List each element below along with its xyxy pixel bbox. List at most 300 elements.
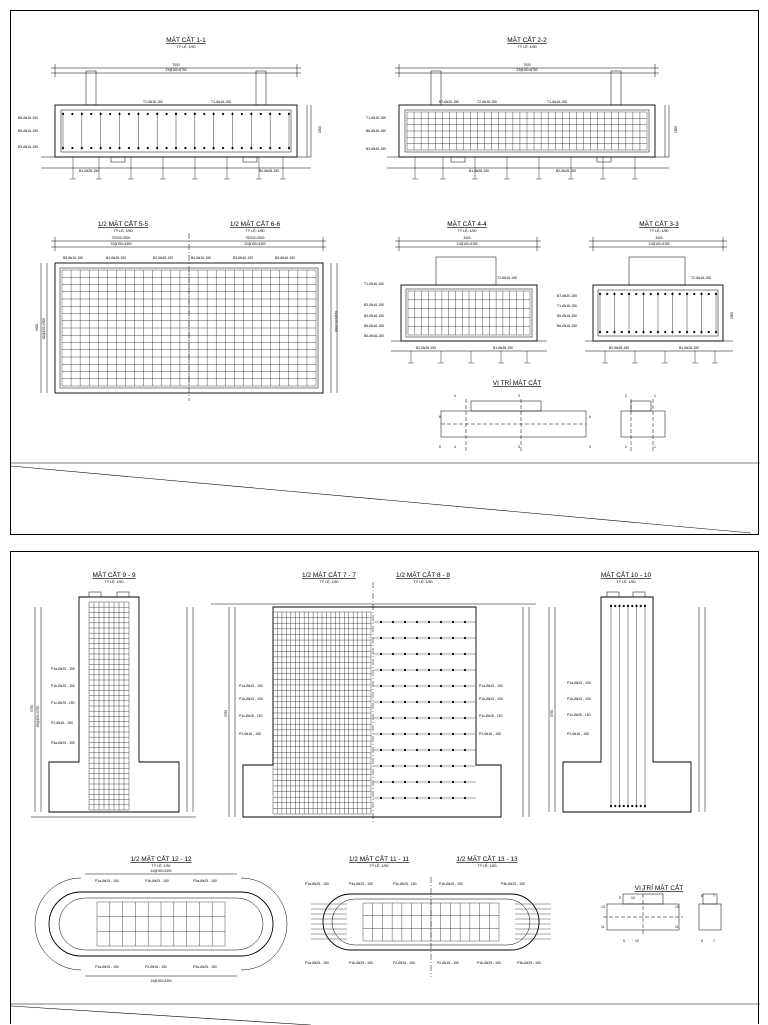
rebar-dot [166, 113, 168, 115]
rebar-dot [452, 765, 454, 767]
rebar-label: P3b-Øε25 - 150 [517, 961, 541, 965]
rebar-label: P1b-Øε25 - 150 [477, 961, 501, 965]
rebar-dot [288, 113, 290, 115]
rebar-dot [416, 701, 418, 703]
rebar-dot [185, 147, 187, 149]
rebar-label: P1a-Øε25 - 150 [95, 879, 119, 883]
rebar-dot [619, 605, 621, 607]
rebar-dot [657, 293, 659, 295]
rebar-dot [404, 781, 406, 783]
dim-text: 22@150=3300 [110, 242, 132, 246]
rebar-dot [128, 147, 130, 149]
rebar-label: P2-Øε16 - 150 [145, 965, 167, 969]
rebar-label: B5-Øε16-150 [557, 314, 577, 318]
rebar-dot [81, 113, 83, 115]
rebar-dot [404, 669, 406, 671]
section-marker: 6 [439, 415, 441, 419]
section-3-3-title: MẶT CẮT 3-3 [639, 221, 679, 228]
rebar-dot [404, 733, 406, 735]
rebar-dot [416, 669, 418, 671]
rebar-dot [628, 293, 630, 295]
section-marker: 11 [675, 925, 679, 929]
rebar-dot [452, 749, 454, 751]
rebar-dot [156, 147, 158, 149]
section-marker: 1 [654, 394, 656, 398]
rebar-dot [392, 669, 394, 671]
rebar-dot [627, 605, 629, 607]
rebar-dot [708, 331, 710, 333]
rebar-dot [464, 733, 466, 735]
section-7-7-8-8 [211, 582, 536, 822]
rebar-dot [452, 621, 454, 623]
rebar-label: P1c-Øε25 - 150 [479, 714, 503, 718]
rebar-label: B7-Øε20-150 [439, 100, 459, 104]
rebar-dot [380, 749, 382, 751]
section-2-2-scale: TỶ LỆ: 1/50 [517, 45, 537, 49]
rebar-dot [440, 717, 442, 719]
section-8-8-scale: TỶ LỆ: 1/50 [413, 580, 433, 584]
section-marker: 2 [625, 394, 627, 398]
rebar-dot [175, 147, 177, 149]
rebar-dot [416, 733, 418, 735]
rebar-label: B6-Øε16-150 [364, 324, 384, 328]
rebar-label: P2-Øε16 - 150 [567, 732, 589, 736]
section-11-11-scale: TỶ LỆ: 1/50 [369, 864, 389, 868]
rebar-dot [392, 765, 394, 767]
rebar-dot [404, 717, 406, 719]
rebar-dot [452, 669, 454, 671]
rebar-dot [650, 331, 652, 333]
dim-text: 22@150=3300 [244, 242, 266, 246]
dim-text: 9400 [35, 323, 39, 331]
rebar-dot [452, 701, 454, 703]
rebar-label: B1-Øε28-150 [79, 169, 99, 173]
rebar-dot [440, 733, 442, 735]
section-marker: 8 [701, 939, 703, 943]
dim-text: 1500 [674, 125, 678, 133]
section-3-3 [585, 237, 733, 363]
dim-text: 7000/2=3500 [111, 236, 131, 240]
rebar-label: B6-Øε16-150 [366, 129, 386, 133]
rebar-dot [428, 717, 430, 719]
section-marker: 1 [654, 445, 656, 449]
rebar-label: P2-Øε16 - 150 [51, 721, 73, 725]
rebar-dot [404, 685, 406, 687]
rebar-dot [428, 701, 430, 703]
rebar-dot [72, 147, 74, 149]
rebar-dot [203, 113, 205, 115]
rebar-dot [464, 685, 466, 687]
rebar-dot [279, 147, 281, 149]
rebar-dot [452, 685, 454, 687]
rebar-label: P2-Øε16 - 150 [239, 732, 261, 736]
rebar-dot [147, 113, 149, 115]
rebar-label: P3a-Øε25 - 150 [193, 879, 217, 883]
rebar-dot [452, 653, 454, 655]
section-marker: 13 [675, 905, 679, 909]
rebar-label: P1b-Øε25 - 150 [349, 961, 373, 965]
rebar-dot [380, 701, 382, 703]
section-marker: 4 [454, 445, 456, 449]
rebar-dot [614, 605, 616, 607]
rebar-dot [392, 701, 394, 703]
rebar-dot [440, 685, 442, 687]
section-4-4-title: MẶT CẮT 4-4 [447, 221, 487, 228]
rebar-dot [701, 293, 703, 295]
section-2-2-title: MẶT CẮT 2-2 [507, 37, 547, 44]
dim-text: 23@160=6750 [165, 68, 187, 72]
location-key-2-title: VỊ TRÍ MẶT CẮT [634, 885, 684, 892]
rebar-label: B2-Øε28-150 [609, 346, 629, 350]
rebar-dot [621, 293, 623, 295]
rebar-dot [137, 113, 139, 115]
rebar-dot [90, 147, 92, 149]
rebar-dot [392, 733, 394, 735]
rebar-dot [715, 293, 717, 295]
rebar-dot [428, 797, 430, 799]
rebar-dot [416, 749, 418, 751]
rebar-dot [643, 331, 645, 333]
rebar-dot [614, 331, 616, 333]
rebar-dot [635, 331, 637, 333]
section-marker: 3 [518, 394, 520, 398]
section-marker: 8 [701, 894, 703, 898]
rebar-dot [380, 797, 382, 799]
rebar-label: B6-Øε16-150 [18, 129, 38, 133]
section-13-13-title: 1/2 MẶT CẮT 13 - 13 [456, 856, 518, 863]
rebar-dot [62, 113, 64, 115]
section-marker: 3 [518, 445, 520, 449]
rebar-label: P2-Øε16 - 150 [393, 961, 415, 965]
dim-text: 3400 [655, 236, 663, 240]
rebar-label: T1-Øε16-150 [547, 100, 567, 104]
dim-text: 62@150=9300 [42, 317, 46, 339]
rebar-dot [631, 805, 633, 807]
rebar-dot [137, 147, 139, 149]
rebar-dot [260, 147, 262, 149]
rebar-dot [610, 805, 612, 807]
section-9-9-scale: TỶ LỆ: 1/50 [104, 580, 124, 584]
dim-text: 7000 [172, 63, 180, 67]
section-marker: 7 [713, 894, 715, 898]
section-location-key-1 [441, 399, 665, 451]
section-marker: 13 [601, 905, 605, 909]
rebar-dot [380, 717, 382, 719]
rebar-dot [380, 781, 382, 783]
dim-text: 23@160=6750 [516, 68, 538, 72]
dim-text: 1500 [730, 311, 734, 319]
section-marker: 2 [625, 445, 627, 449]
rebar-label: B3-Øε16-150 [364, 303, 384, 307]
rebar-dot [686, 293, 688, 295]
section-marker: 10 [631, 896, 635, 900]
rebar-dot [428, 637, 430, 639]
section-5-5-title: 1/2 MẶT CẮT 5-5 [97, 221, 149, 228]
rebar-label: B4-Øε16-150 [364, 314, 384, 318]
section-marker: 11 [601, 925, 605, 929]
rebar-dot [614, 293, 616, 295]
rebar-dot [440, 765, 442, 767]
rebar-label: P1a-Øε25 - 150 [239, 684, 263, 688]
rebar-dot [250, 113, 252, 115]
section-11-11-title: 1/2 MẶT CẮT 11 - 11 [348, 856, 410, 863]
rebar-label: B1-Øε28-150 [469, 169, 489, 173]
dim-text: 21@150=3150 [456, 242, 478, 246]
rebar-dot [392, 749, 394, 751]
rebar-dot [440, 621, 442, 623]
rebar-label: B2-Øε28-150 [153, 256, 173, 260]
rebar-dot [428, 621, 430, 623]
rebar-dot [81, 147, 83, 149]
section-1-1-scale: TỶ LỆ: 1/50 [176, 45, 196, 49]
section-marker: 5 [439, 445, 441, 449]
section-6-6-title: 1/2 MẶT CẮT 6-6 [229, 221, 281, 228]
rebar-dot [232, 147, 234, 149]
dim-text: 24@150=3300 [150, 869, 172, 873]
rebar-dot [241, 147, 243, 149]
rebar-dot [404, 653, 406, 655]
rebar-dot [464, 749, 466, 751]
rebar-dot [392, 621, 394, 623]
rebar-dot [392, 797, 394, 799]
rebar-dot [416, 637, 418, 639]
rebar-dot [657, 331, 659, 333]
rebar-dot [693, 293, 695, 295]
rebar-dot [100, 147, 102, 149]
rebar-label: P1c-Øε25 - 150 [567, 713, 591, 717]
rebar-label: P1a-Øε25 - 150 [305, 882, 329, 886]
rebar-dot [452, 781, 454, 783]
rebar-label: P1a-Øε25 - 150 [305, 961, 329, 965]
rebar-dot [404, 749, 406, 751]
rebar-dot [440, 653, 442, 655]
section-5-5-scale: TỶ LỆ: 1/50 [113, 229, 133, 233]
rebar-dot [222, 113, 224, 115]
rebar-dot [428, 653, 430, 655]
rebar-label: P3b-Øε25 - 150 [501, 882, 525, 886]
rebar-label: B5-Øε16-150 [18, 116, 38, 120]
rebar-label: T1-Øε16-150 [366, 116, 386, 120]
rebar-dot [213, 113, 215, 115]
rebar-label: B3-Øε16-150 [366, 147, 386, 151]
rebar-dot [109, 113, 111, 115]
rebar-dot [100, 113, 102, 115]
dim-text: 9750 [550, 709, 554, 717]
rebar-dot [416, 621, 418, 623]
rebar-dot [147, 147, 149, 149]
rebar-label: P1b-Øε25 - 150 [239, 697, 263, 701]
rebar-dot [404, 701, 406, 703]
rebar-dot [708, 293, 710, 295]
section-9-9-title: MẶT CẮT 9 - 9 [92, 572, 136, 579]
rebar-dot [452, 733, 454, 735]
rebar-dot [636, 605, 638, 607]
section-4-4 [391, 237, 547, 363]
rebar-dot [72, 113, 74, 115]
rebar-label: P3a-Øε25 - 150 [349, 882, 373, 886]
rebar-dot [166, 147, 168, 149]
rebar-dot [664, 331, 666, 333]
rebar-dot [269, 147, 271, 149]
rebar-dot [241, 113, 243, 115]
section-marker: 6 [589, 415, 591, 419]
rebar-dot [392, 653, 394, 655]
section-13-13-scale: TỶ LỆ: 1/50 [477, 864, 497, 868]
rebar-label: B2-Øε28-150 [556, 169, 576, 173]
rebar-dot [464, 701, 466, 703]
rebar-dot [631, 605, 633, 607]
section-10-10 [549, 592, 705, 812]
rebar-label: P1b-Øε25 - 150 [51, 684, 75, 688]
rebar-dot [440, 637, 442, 639]
rebar-label: B5-Øε16-150 [63, 256, 83, 260]
rebar-dot [128, 113, 130, 115]
sheet-1-drawing [11, 11, 760, 536]
rebar-dot [701, 331, 703, 333]
rebar-dot [640, 605, 642, 607]
dim-text: 65@150=9750 [36, 705, 40, 727]
rebar-dot [464, 765, 466, 767]
rebar-dot [416, 685, 418, 687]
rebar-label: P1b-Øε25 - 150 [567, 697, 591, 701]
rebar-label: B1-Øε28-150 [106, 256, 126, 260]
rebar-dot [628, 331, 630, 333]
rebar-dot [644, 605, 646, 607]
rebar-dot [650, 293, 652, 295]
rebar-label: T2-Øε16-150 [477, 100, 497, 104]
dim-text: 24@150=3300 [150, 979, 172, 983]
rebar-dot [452, 797, 454, 799]
rebar-dot [185, 113, 187, 115]
rebar-dot [119, 147, 121, 149]
rebar-dot [599, 293, 601, 295]
dim-text: 9750 [224, 709, 228, 717]
rebar-label: P1b-Øε25 - 150 [479, 697, 503, 701]
rebar-dot [440, 781, 442, 783]
rebar-dot [623, 805, 625, 807]
section-marker: 5 [589, 445, 591, 449]
rebar-dot [380, 621, 382, 623]
rebar-dot [635, 293, 637, 295]
rebar-dot [213, 147, 215, 149]
dim-text: 9750 [30, 704, 34, 712]
section-6-6-scale: TỶ LỆ: 1/50 [245, 229, 265, 233]
rebar-dot [428, 669, 430, 671]
rebar-dot [672, 331, 674, 333]
rebar-dot [416, 797, 418, 799]
rebar-dot [250, 147, 252, 149]
rebar-dot [610, 605, 612, 607]
section-12-12 [35, 874, 287, 976]
dim-text: 21@150=3150 [648, 242, 670, 246]
rebar-label: P2-Øε16 - 150 [437, 961, 459, 965]
rebar-dot [464, 669, 466, 671]
rebar-dot [693, 331, 695, 333]
rebar-dot [440, 701, 442, 703]
rebar-dot [288, 147, 290, 149]
rebar-label: T2-Øε16-150 [691, 276, 711, 280]
rebar-label: T1-Øε16-150 [211, 100, 231, 104]
rebar-dot [90, 113, 92, 115]
rebar-dot [260, 113, 262, 115]
rebar-label: B6-Øε16-150 [557, 324, 577, 328]
dim-text: 62@150=9300 [334, 311, 338, 333]
rebar-label: P1a-Øε25 - 150 [567, 681, 591, 685]
rebar-dot [380, 685, 382, 687]
section-7-7-title: 1/2 MẶT CẮT 7 - 7 [302, 572, 356, 579]
rebar-dot [686, 331, 688, 333]
rebar-dot [606, 293, 608, 295]
rebar-dot [175, 113, 177, 115]
rebar-dot [606, 331, 608, 333]
dim-text: 1500 [318, 125, 322, 133]
rebar-dot [416, 765, 418, 767]
rebar-dot [599, 331, 601, 333]
section-7-7-scale: TỶ LỆ: 1/50 [319, 580, 339, 584]
rebar-dot [62, 147, 64, 149]
rebar-dot [428, 765, 430, 767]
rebar-dot [428, 781, 430, 783]
rebar-dot [464, 717, 466, 719]
section-10-10-title: MẶT CẮT 10 - 10 [600, 572, 652, 579]
rebar-dot [269, 113, 271, 115]
rebar-dot [679, 293, 681, 295]
rebar-dot [428, 685, 430, 687]
section-4-4-scale: TỶ LỆ: 1/50 [457, 229, 477, 233]
rebar-dot [404, 637, 406, 639]
rebar-dot [627, 805, 629, 807]
section-12-12-title: 1/2 MẶT CẮT 12 - 12 [130, 856, 192, 863]
rebar-dot [404, 765, 406, 767]
rebar-label: B1-Øε28-150 [679, 346, 699, 350]
section-marker: 9 [623, 939, 625, 943]
rebar-label: P3c-Øε25 - 150 [393, 882, 417, 886]
rebar-label: P1c-Øε25 - 150 [239, 714, 263, 718]
section-3-3-scale: TỶ LỆ: 1/50 [649, 229, 669, 233]
rebar-dot [643, 293, 645, 295]
rebar-label: P1b-Øε25 - 150 [145, 879, 169, 883]
rebar-dot [619, 805, 621, 807]
rebar-label: B4-Øε16-150 [191, 256, 211, 260]
rebar-dot [119, 113, 121, 115]
rebar-dot [380, 669, 382, 671]
section-1-1 [41, 64, 311, 179]
rebar-dot [464, 653, 466, 655]
rebar-dot [452, 717, 454, 719]
rebar-dot [380, 653, 382, 655]
rebar-dot [636, 805, 638, 807]
rebar-label: B1-Øε28-150 [493, 346, 513, 350]
rebar-dot [440, 669, 442, 671]
rebar-dot [109, 147, 111, 149]
rebar-label: B6-Øε16-150 [275, 256, 295, 260]
rebar-dot [623, 605, 625, 607]
rebar-dot [428, 733, 430, 735]
section-8-8-title: 1/2 MẶT CẮT 8 - 8 [396, 572, 450, 579]
rebar-label: T2-Øε16-150 [143, 100, 163, 104]
rebar-dot [715, 331, 717, 333]
rebar-dot [440, 797, 442, 799]
rebar-dot [380, 765, 382, 767]
rebar-dot [380, 637, 382, 639]
rebar-label: P1b-Øε25 - 150 [439, 882, 463, 886]
rebar-dot [464, 621, 466, 623]
rebar-label: P3a-Øε25 - 150 [51, 741, 75, 745]
rebar-dot [222, 147, 224, 149]
dim-text: 7000/2=3500 [245, 236, 265, 240]
section-2-2 [387, 64, 669, 179]
rebar-dot [464, 637, 466, 639]
